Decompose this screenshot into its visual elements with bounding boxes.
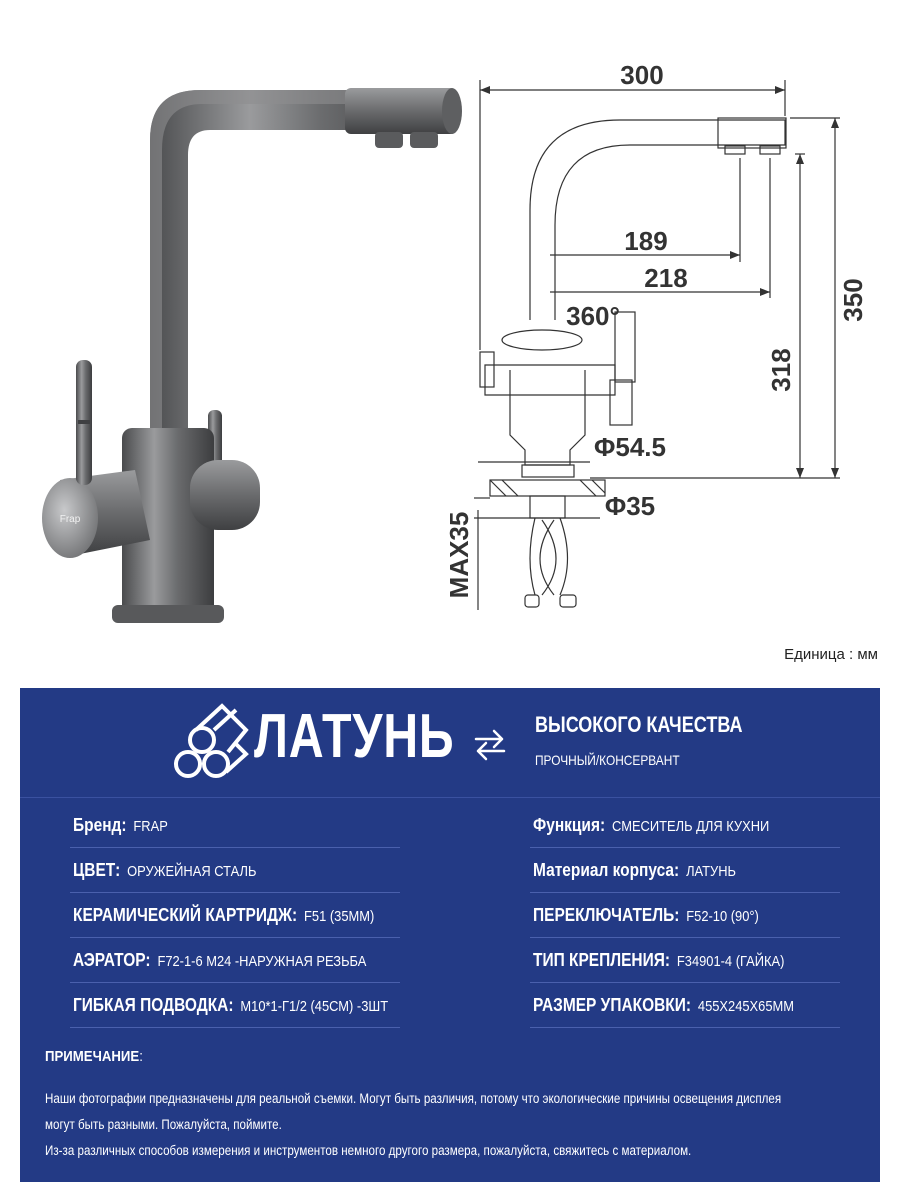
spec-hose: ГИБКАЯ ПОДВОДКА: M10*1-Г1/2 (45СМ) -3ШТ — [73, 995, 389, 1015]
spec-row — [20, 848, 880, 892]
spec-row — [20, 893, 880, 937]
spec-cartridge: КЕРАМИЧЕСКИЙ КАРТРИДЖ: F51 (35ММ) — [73, 905, 375, 925]
dim-reach-outer: 218 — [644, 263, 688, 293]
note-line: Наши фотографии предназначены для реальной съемки. Могут быть различия, потому что экологические причины освещения дисплея — [45, 1091, 782, 1106]
brand-mark: Frap — [59, 514, 81, 525]
spec-row — [20, 803, 880, 847]
note-line: Из-за различных способов измерения и инструментов немного другого размера, пожалуйста, свяжитесь с материалом. — [45, 1143, 692, 1158]
quality-subtitle: ПРОЧНЫЙ/КОНСЕРВАНТ — [535, 752, 680, 768]
dimension-drawing — [430, 50, 890, 630]
spec-function: Функция: СМЕСИТЕЛЬ ДЛЯ КУХНИ — [533, 815, 770, 835]
unit-note: Единица : мм — [784, 646, 878, 663]
material-hero — [20, 688, 880, 798]
swap-arrows-icon — [472, 728, 508, 762]
spec-color: ЦВЕТ: ОРУЖЕЙНАЯ СТАЛЬ — [73, 860, 257, 880]
spec-brand: Бренд: FRAP — [73, 815, 168, 835]
note-title: ПРИМЕЧАНИЕ: — [45, 1048, 143, 1065]
dim-height: 350 — [838, 278, 868, 322]
divider — [530, 1027, 840, 1028]
info-panel — [20, 688, 880, 1182]
spec-row — [20, 938, 880, 982]
dim-width: 300 — [620, 60, 664, 90]
brass-pipes-icon — [170, 702, 250, 782]
dim-reach-inner: 189 — [624, 226, 668, 256]
divider — [70, 1027, 400, 1028]
quality-title: ВЫСОКОГО КАЧЕСТВА — [535, 712, 743, 737]
spec-switch: ПЕРЕКЛЮЧАТЕЛЬ: F52-10 (90°) — [533, 905, 759, 925]
material-title: ЛАТУНЬ — [254, 702, 455, 771]
faucet-photo — [40, 60, 480, 640]
dim-spout-height: 318 — [766, 348, 796, 392]
dim-hole-diameter: Φ35 — [604, 491, 656, 521]
spec-body-material: Материал корпуса: ЛАТУНЬ — [533, 860, 737, 880]
dim-base-diameter: Φ54.5 — [594, 432, 666, 462]
spec-row — [20, 983, 880, 1027]
spec-mount: ТИП КРЕПЛЕНИЯ: F34901-4 (ГАЙКА) — [533, 950, 785, 970]
note-line: могут быть разными. Пожалуйста, поймите. — [45, 1117, 282, 1132]
dim-rotation: 360° — [566, 301, 620, 331]
spec-aerator: АЭРАТОР: F72-1-6 M24 -НАРУЖНАЯ РЕЗЬБА — [73, 950, 367, 970]
spec-package: РАЗМЕР УПАКОВКИ: 455X245X65ММ — [533, 995, 795, 1015]
dim-max-thickness: MAX35 — [444, 511, 474, 599]
